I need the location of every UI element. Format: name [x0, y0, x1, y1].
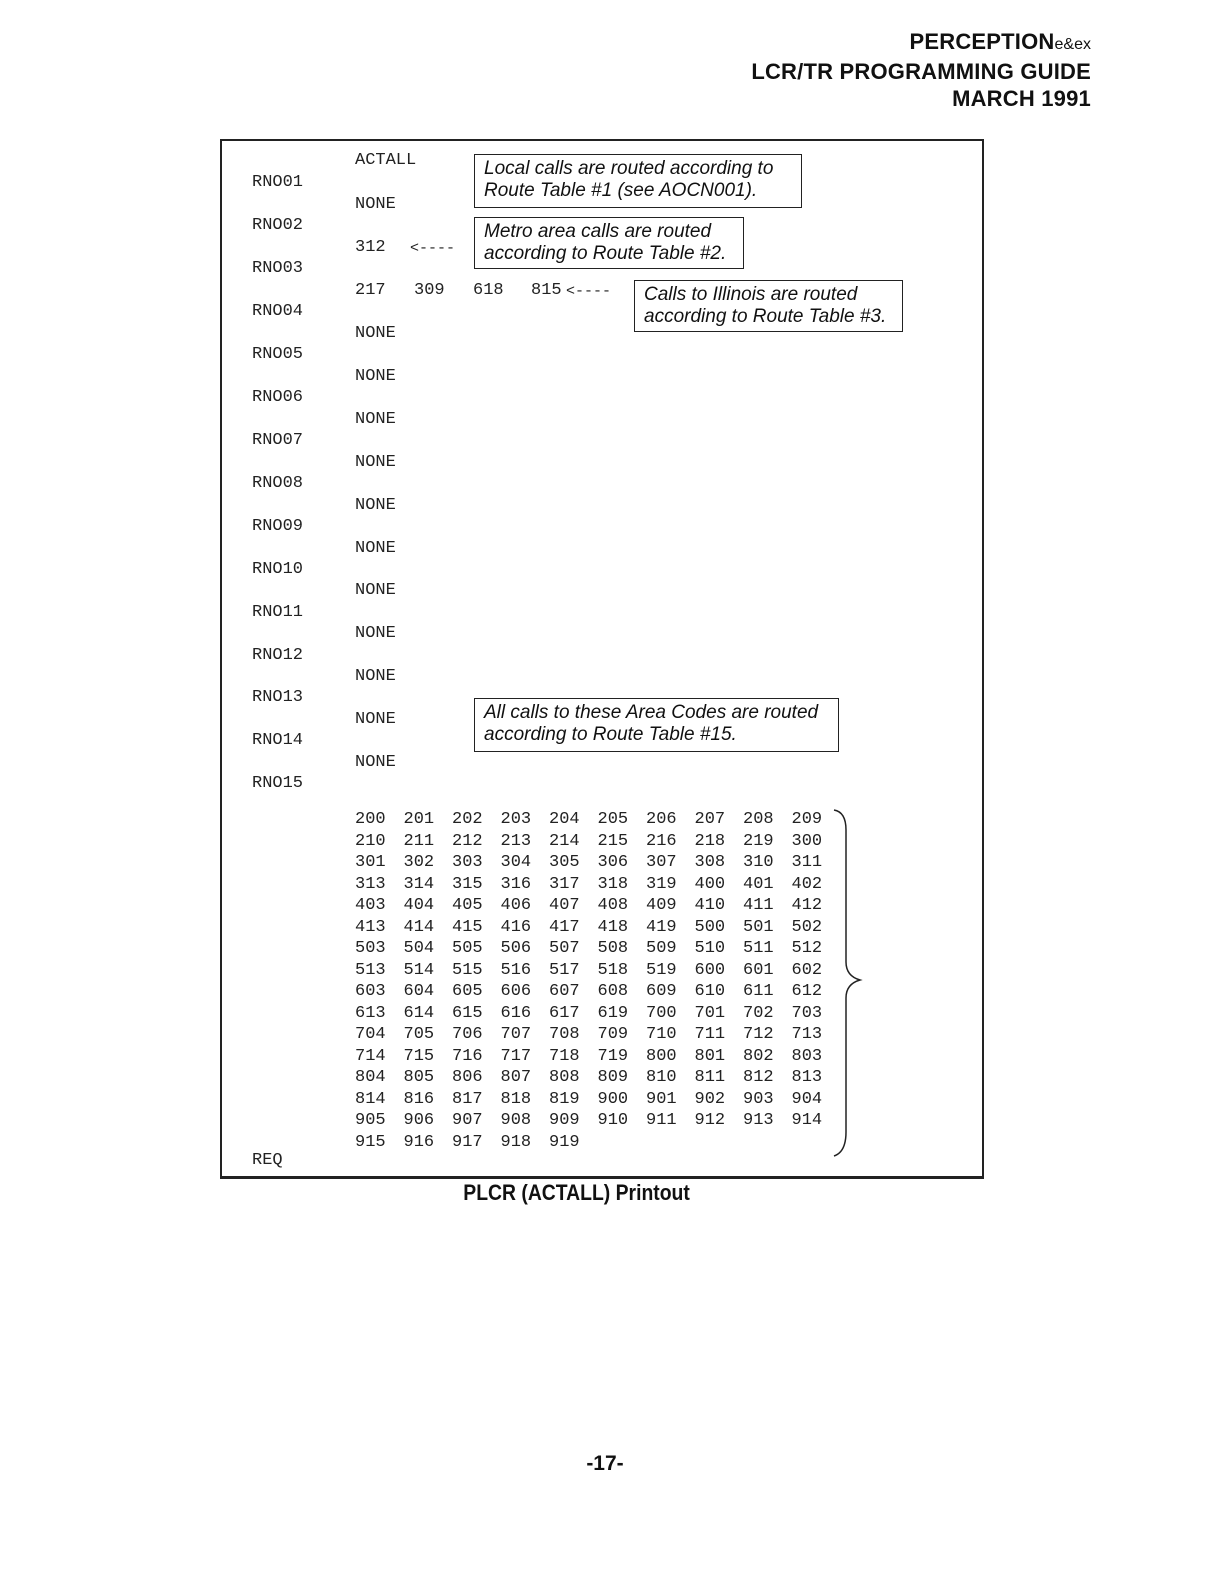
rno-label: RNO07 [252, 431, 304, 450]
area-code-row [355, 918, 840, 940]
area-code: 300 [791, 831, 823, 851]
rno-value: NONE [355, 710, 396, 729]
area-code: 815 [531, 281, 562, 300]
rno-label: RNO08 [252, 474, 304, 493]
req-label: REQ [252, 1151, 283, 1170]
rno-value: NONE [355, 453, 396, 472]
rno-label: RNO02 [252, 216, 304, 235]
area-code: 606 [500, 982, 532, 1001]
note-line: Calls to Illinois are routed [644, 284, 858, 305]
area-code: 418 [597, 917, 629, 937]
area-code: 219 [743, 831, 774, 851]
area-code: 917 [452, 1132, 483, 1152]
header-product-suffix: e&ex [1054, 36, 1091, 53]
area-code: 203 [500, 810, 532, 829]
area-code: 804 [355, 1068, 386, 1087]
rno-value: NONE [355, 324, 396, 343]
note-line: Route Table #1 (see AOCN001). [484, 180, 758, 201]
area-code: 807 [500, 1068, 532, 1087]
area-code: 603 [355, 982, 386, 1001]
area-code: 612 [791, 982, 823, 1001]
area-code: 718 [549, 1046, 580, 1066]
area-code: 200 [355, 810, 386, 829]
page-header [751, 28, 1091, 112]
area-code: 207 [694, 810, 726, 829]
area-code: 600 [694, 960, 726, 980]
rno-value: NONE [355, 195, 396, 214]
rno-label: RNO05 [252, 345, 304, 364]
area-code: 817 [452, 1089, 483, 1109]
header-product [751, 28, 1091, 58]
area-code: 513 [355, 960, 386, 980]
area-code: 519 [646, 960, 677, 980]
area-code: 400 [694, 874, 726, 894]
area-code: 406 [500, 896, 532, 915]
area-code: 414 [403, 917, 435, 937]
area-code: 619 [597, 1003, 629, 1023]
area-code: 314 [403, 874, 435, 894]
note-line: Metro area calls are routed [484, 221, 712, 242]
area-code: 318 [597, 874, 629, 894]
area-code: 518 [597, 960, 629, 980]
area-code: 900 [597, 1089, 629, 1109]
area-code: 919 [549, 1132, 580, 1152]
rno-label: RNO10 [252, 560, 304, 579]
area-code: 503 [355, 939, 386, 958]
area-code: 709 [597, 1025, 629, 1044]
area-code: 202 [452, 810, 483, 829]
note-line: Local calls are routed according to [484, 158, 774, 179]
area-code: 706 [452, 1025, 483, 1044]
area-code: 514 [403, 960, 435, 980]
area-code-row [355, 1047, 840, 1069]
area-code: 614 [403, 1003, 435, 1023]
area-code: 915 [355, 1132, 386, 1152]
area-code: 610 [694, 982, 726, 1001]
area-code: 413 [355, 917, 386, 937]
area-code: 701 [694, 1003, 726, 1023]
area-code: 615 [452, 1003, 483, 1023]
area-code: 509 [646, 939, 677, 958]
area-code: 800 [646, 1046, 677, 1066]
area-code: 809 [597, 1068, 629, 1087]
rno-label: RNO15 [252, 774, 304, 793]
area-code-row [355, 810, 840, 832]
area-code: 714 [355, 1046, 386, 1066]
area-code: 913 [743, 1111, 774, 1130]
area-code: 716 [452, 1046, 483, 1066]
rno-value: NONE [355, 581, 396, 600]
area-code: 410 [694, 896, 726, 915]
rno-label: RNO14 [252, 731, 304, 750]
area-code-row [355, 1133, 840, 1155]
area-code: 208 [743, 810, 774, 829]
area-code: 209 [791, 810, 823, 829]
rno-value: NONE [355, 624, 396, 643]
area-code: 304 [500, 853, 532, 872]
area-code: 412 [791, 896, 823, 915]
area-code: 214 [549, 831, 580, 851]
area-code: 511 [743, 939, 774, 958]
area-code: 711 [694, 1025, 726, 1044]
note-line: according to Route Table #2. [484, 243, 727, 264]
header-date: MARCH 1991 [952, 86, 1091, 111]
area-code: 715 [403, 1046, 435, 1066]
area-code: 210 [355, 831, 386, 851]
rno-value: NONE [355, 667, 396, 686]
area-code: 811 [694, 1068, 726, 1087]
rno-value: NONE [355, 753, 396, 772]
area-code-row [355, 1111, 840, 1133]
area-code: 211 [403, 831, 435, 851]
area-code: 704 [355, 1025, 386, 1044]
area-code: 909 [549, 1111, 580, 1130]
area-code: 905 [355, 1111, 386, 1130]
area-code: 303 [452, 853, 483, 872]
area-code: 311 [791, 853, 823, 872]
area-code: 316 [500, 874, 532, 894]
rno-value: 312 [355, 238, 386, 257]
arrow-icon: <---- [566, 283, 612, 300]
area-code: 305 [549, 853, 580, 872]
area-code: 810 [646, 1068, 677, 1087]
area-code: 901 [646, 1089, 677, 1109]
area-code-row [355, 853, 840, 875]
area-code: 907 [452, 1111, 483, 1130]
area-code: 918 [500, 1132, 532, 1152]
note-line: All calls to these Area Codes are routed [484, 702, 819, 723]
rno-label: RNO04 [252, 302, 304, 321]
area-code: 705 [403, 1025, 435, 1044]
area-code: 719 [597, 1046, 629, 1066]
area-code: 409 [646, 896, 677, 915]
figure-caption: PLCR (ACTALL) Printout [463, 1180, 690, 1205]
area-code-row [355, 982, 840, 1004]
area-code: 302 [403, 853, 435, 872]
area-code: 616 [500, 1003, 532, 1023]
note-metro-calls [474, 217, 744, 269]
area-code: 910 [597, 1111, 629, 1130]
rno-value: NONE [355, 410, 396, 429]
area-code: 512 [791, 939, 823, 958]
area-code: 309 [414, 281, 445, 300]
area-code: 415 [452, 917, 483, 937]
area-code: 906 [403, 1111, 435, 1130]
area-code: 602 [791, 960, 823, 980]
area-code: 205 [597, 810, 629, 829]
area-code: 308 [694, 853, 726, 872]
area-code: 601 [743, 960, 774, 980]
rno-label: RNO01 [252, 173, 304, 192]
area-code-row [355, 896, 840, 918]
area-code: 504 [403, 939, 435, 958]
area-code: 500 [694, 917, 726, 937]
rno-label: RNO11 [252, 603, 304, 622]
area-code: 916 [403, 1132, 435, 1152]
area-code: 501 [743, 917, 774, 937]
area-code-row [355, 1004, 840, 1026]
area-code: 201 [403, 810, 435, 829]
area-code: 613 [355, 1003, 386, 1023]
area-code: 801 [694, 1046, 726, 1066]
area-code: 506 [500, 939, 532, 958]
area-code-row [355, 832, 840, 854]
area-code: 515 [452, 960, 483, 980]
area-code: 903 [743, 1089, 774, 1109]
area-code: 902 [694, 1089, 726, 1109]
area-code: 703 [791, 1003, 823, 1023]
area-code: 710 [646, 1025, 677, 1044]
area-code: 617 [549, 1003, 580, 1023]
header-guide-title: LCR/TR PROGRAMMING GUIDE [751, 59, 1091, 84]
area-code: 408 [597, 896, 629, 915]
area-code: 510 [694, 939, 726, 958]
area-code: 911 [646, 1111, 677, 1130]
area-code: 611 [743, 982, 774, 1001]
area-code: 609 [646, 982, 677, 1001]
area-code: 818 [500, 1089, 532, 1109]
area-code: 814 [355, 1089, 386, 1109]
page-number: -17- [586, 1452, 624, 1475]
area-code: 700 [646, 1003, 677, 1023]
area-code-row [355, 1090, 840, 1112]
rno-label: RNO09 [252, 517, 304, 536]
area-code: 607 [549, 982, 580, 1001]
area-code: 405 [452, 896, 483, 915]
area-code: 912 [694, 1111, 726, 1130]
rno-label: RNO06 [252, 388, 304, 407]
area-code: 713 [791, 1025, 823, 1044]
note-line: according to Route Table #15. [484, 724, 737, 745]
note-local-calls [474, 154, 802, 208]
area-code: 317 [549, 874, 580, 894]
rno-value: 217 [355, 281, 386, 300]
area-code: 608 [597, 982, 629, 1001]
area-code: 502 [791, 917, 823, 937]
area-code: 307 [646, 853, 677, 872]
area-code: 708 [549, 1025, 580, 1044]
area-code: 508 [597, 939, 629, 958]
area-code: 816 [403, 1089, 435, 1109]
area-code: 802 [743, 1046, 774, 1066]
area-code: 204 [549, 810, 580, 829]
area-code: 707 [500, 1025, 532, 1044]
area-code: 407 [549, 896, 580, 915]
area-code: 404 [403, 896, 435, 915]
area-code: 808 [549, 1068, 580, 1087]
area-code: 216 [646, 831, 677, 851]
area-code: 505 [452, 939, 483, 958]
rno-value: NONE [355, 496, 396, 515]
area-code: 319 [646, 874, 677, 894]
note-all-area-codes [474, 698, 839, 752]
area-code: 401 [743, 874, 774, 894]
area-code: 417 [549, 917, 580, 937]
area-code: 403 [355, 896, 386, 915]
area-code-row [355, 961, 840, 983]
area-code: 805 [403, 1068, 435, 1087]
rno-label: RNO13 [252, 688, 304, 707]
area-code: 507 [549, 939, 580, 958]
area-code: 215 [597, 831, 629, 851]
header-product-name: PERCEPTION [909, 29, 1055, 54]
area-code: 218 [694, 831, 726, 851]
area-code: 212 [452, 831, 483, 851]
area-code: 516 [500, 960, 532, 980]
area-code: 206 [646, 810, 677, 829]
area-code: 411 [743, 896, 774, 915]
right-brace-icon [830, 806, 864, 1160]
area-code: 618 [473, 281, 504, 300]
area-code: 301 [355, 853, 386, 872]
area-code: 213 [500, 831, 532, 851]
area-code: 605 [452, 982, 483, 1001]
rno-label: RNO12 [252, 646, 304, 665]
arrow-icon: <---- [410, 240, 456, 257]
rno-label: RNO03 [252, 259, 304, 278]
area-code: 904 [791, 1089, 823, 1109]
area-code: 604 [403, 982, 435, 1001]
area-code: 313 [355, 874, 386, 894]
area-code: 517 [549, 960, 580, 980]
command-label: ACTALL [355, 151, 417, 170]
note-line: according to Route Table #3. [644, 306, 887, 327]
area-code: 310 [743, 853, 774, 872]
area-code: 315 [452, 874, 483, 894]
area-code: 803 [791, 1046, 823, 1066]
area-code: 402 [791, 874, 823, 894]
area-code-table [355, 810, 840, 1154]
rno-value: NONE [355, 367, 396, 386]
area-code: 416 [500, 917, 532, 937]
area-code: 819 [549, 1089, 580, 1109]
area-code-row [355, 875, 840, 897]
area-code-row [355, 939, 840, 961]
area-code: 702 [743, 1003, 774, 1023]
area-code-row [355, 1025, 840, 1047]
note-illinois-calls [634, 280, 903, 332]
area-code: 717 [500, 1046, 532, 1066]
area-code: 712 [743, 1025, 774, 1044]
area-code: 306 [597, 853, 629, 872]
area-code: 806 [452, 1068, 483, 1087]
area-code-row [355, 1068, 840, 1090]
area-code: 908 [500, 1111, 532, 1130]
area-code: 419 [646, 917, 677, 937]
area-code: 813 [791, 1068, 823, 1087]
rno-value: NONE [355, 539, 396, 558]
area-code: 812 [743, 1068, 774, 1087]
area-code: 914 [791, 1111, 823, 1130]
